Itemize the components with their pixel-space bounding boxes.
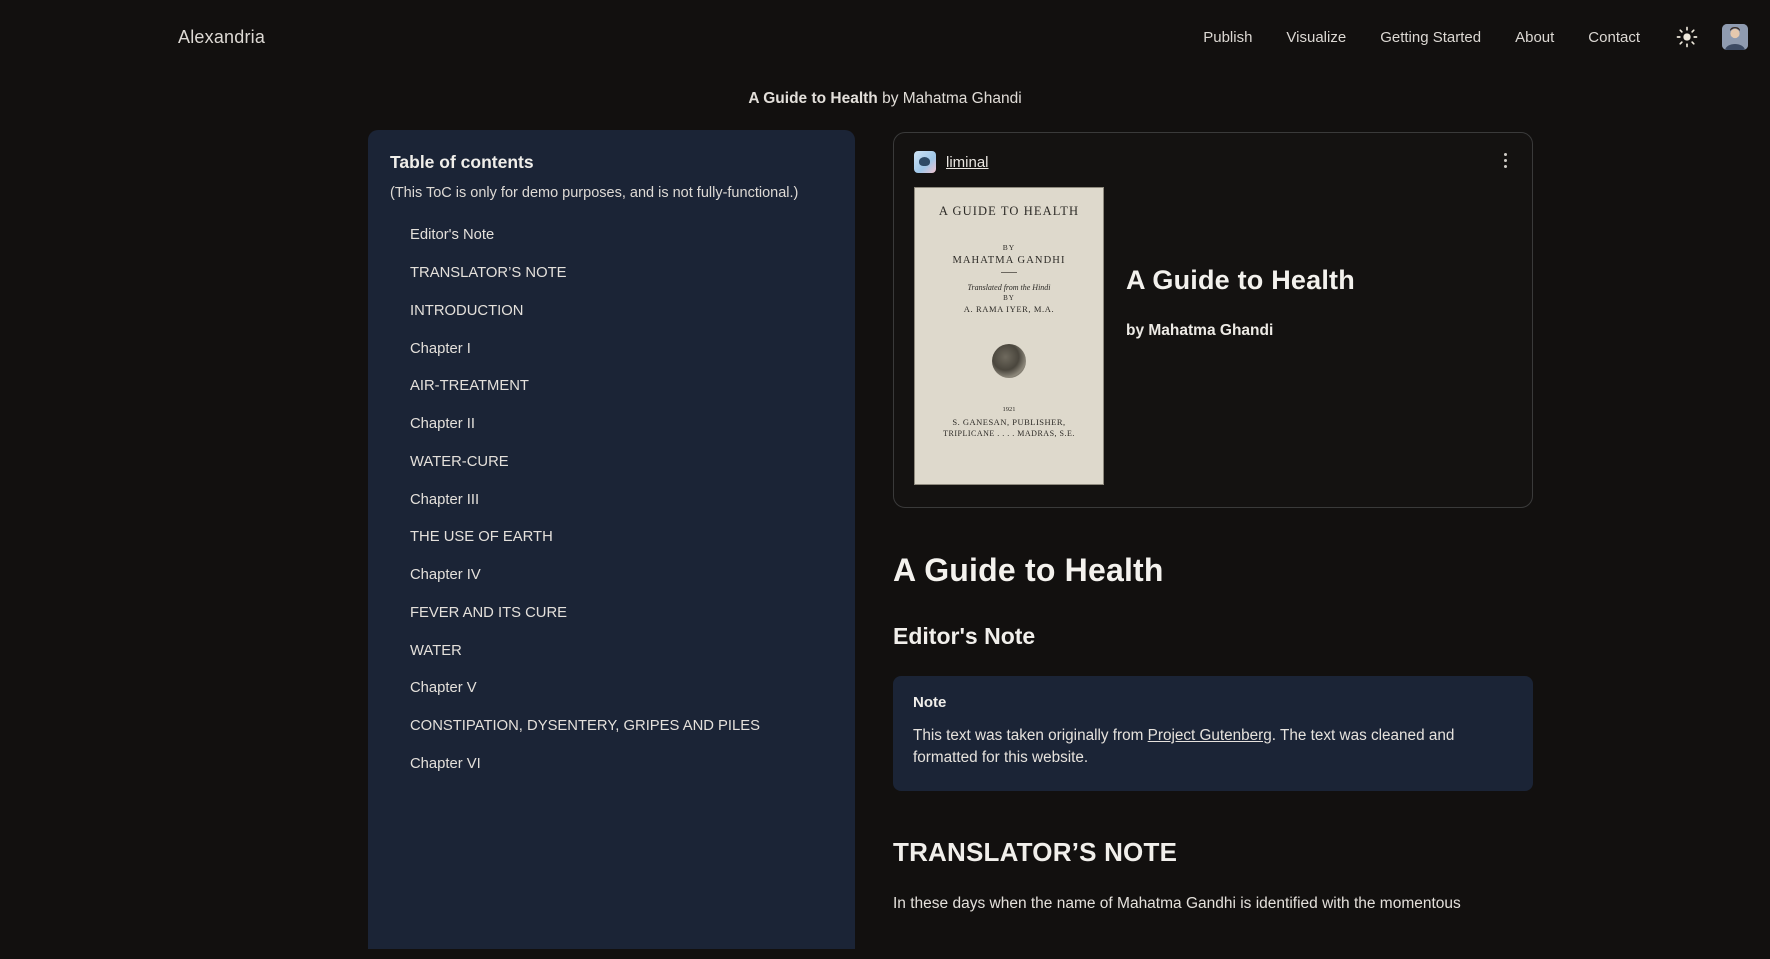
book-header (0, 74, 1770, 130)
note-label: Note (913, 694, 947, 711)
section-heading-translators-note: TRANSLATOR’S NOTE (893, 837, 1178, 868)
table-of-contents-panel (368, 130, 855, 949)
cover-translator: A. RAMA IYER, M.A. (963, 304, 1055, 314)
nav-link-publish[interactable]: Publish (1203, 28, 1253, 46)
toc-item-fever-and-its-cure[interactable]: FEVER AND ITS CURE (410, 604, 568, 621)
note-callout (893, 676, 1533, 791)
translators-note-paragraph: In these days when the name of Mahatma Gandhi is identified with the momentous (893, 895, 1461, 913)
toc-item-water-cure[interactable]: WATER-CURE (410, 453, 509, 470)
book-header-title: A Guide to Health (748, 90, 878, 107)
cover-publisher: S. GANESAN, PUBLISHER, (952, 417, 1066, 427)
toc-item-chapter-ii[interactable]: Chapter II (410, 416, 475, 433)
toc-item-chapter-i[interactable]: Chapter I (410, 340, 471, 357)
toc-list (390, 217, 829, 783)
toc-item-air-treatment[interactable]: AIR-TREATMENT (410, 378, 529, 395)
kebab-menu-icon[interactable] (1496, 149, 1514, 171)
cover-author: MAHATMA GANDHI (952, 255, 1066, 266)
toc-item-chapter-iii[interactable]: Chapter III (410, 491, 480, 508)
toc-item-chapter-vi[interactable]: Chapter VI (410, 755, 481, 772)
nav-link-about[interactable]: About (1515, 28, 1555, 46)
toc-item-chapter-iv[interactable]: Chapter IV (410, 567, 481, 584)
toc-item-introduction[interactable]: INTRODUCTION (410, 302, 524, 319)
nav-links (1203, 29, 1640, 46)
cover-divider (1001, 272, 1017, 273)
note-text-after: . The text was cleaned and formatted for this website. (913, 727, 1455, 767)
liminal-favicon-icon (914, 151, 936, 173)
cover-publisher-address: TRIPLICANE . . . . MADRAS, S.E. (943, 429, 1075, 438)
embed-site-link[interactable]: liminal (946, 153, 989, 171)
brand-logo[interactable]: Alexandria (178, 26, 266, 47)
toc-item-translators-note[interactable]: TRANSLATOR’S NOTE (410, 265, 567, 282)
note-text-before: This text was taken originally from (913, 727, 1148, 744)
sun-icon[interactable] (1674, 24, 1700, 50)
cover-title: A GUIDE TO HEALTH (938, 204, 1080, 218)
page-layout (0, 130, 1770, 949)
page-title: A Guide to Health (893, 552, 1164, 588)
cover-translated-note: Translated from the Hindi (967, 283, 1051, 292)
book-embed-card (893, 132, 1533, 508)
toc-item-use-of-earth[interactable]: THE USE OF EARTH (410, 529, 553, 546)
embed-body (914, 187, 1512, 485)
nav-link-contact[interactable]: Contact (1588, 28, 1640, 46)
note-text (913, 725, 1513, 769)
toc-heading: Table of contents (390, 152, 534, 172)
embed-title: A Guide to Health (1126, 265, 1355, 295)
embed-meta (1126, 187, 1355, 340)
nav-link-visualize[interactable]: Visualize (1286, 28, 1347, 46)
cover-emblem-icon (992, 344, 1026, 378)
toc-item-chapter-v[interactable]: Chapter V (410, 680, 477, 697)
toc-disclaimer: (This ToC is only for demo purposes, and is not fully-functional.) (390, 185, 799, 201)
nav-link-getting-started[interactable]: Getting Started (1380, 28, 1482, 46)
cover-year: 1921 (1002, 406, 1016, 413)
section-heading-editors-note: Editor's Note (893, 623, 1036, 649)
embed-header (914, 151, 1512, 173)
cover-by-label-2: BY (1003, 294, 1015, 302)
embed-author: by Mahatma Ghandi (1126, 322, 1274, 339)
toc-item-editors-note[interactable]: Editor's Note (410, 227, 495, 244)
avatar[interactable] (1722, 24, 1748, 50)
top-navbar (0, 0, 1770, 74)
cover-by-label: BY (1002, 243, 1016, 252)
project-gutenberg-link[interactable]: Project Gutenberg (1147, 727, 1272, 744)
book-cover-image (914, 187, 1104, 485)
document-column (893, 130, 1533, 916)
toc-item-constipation[interactable]: CONSTIPATION, DYSENTERY, GRIPES AND PILES (410, 718, 761, 735)
book-header-author: by Mahatma Ghandi (877, 90, 1022, 107)
toc-item-water[interactable]: WATER (410, 642, 462, 659)
